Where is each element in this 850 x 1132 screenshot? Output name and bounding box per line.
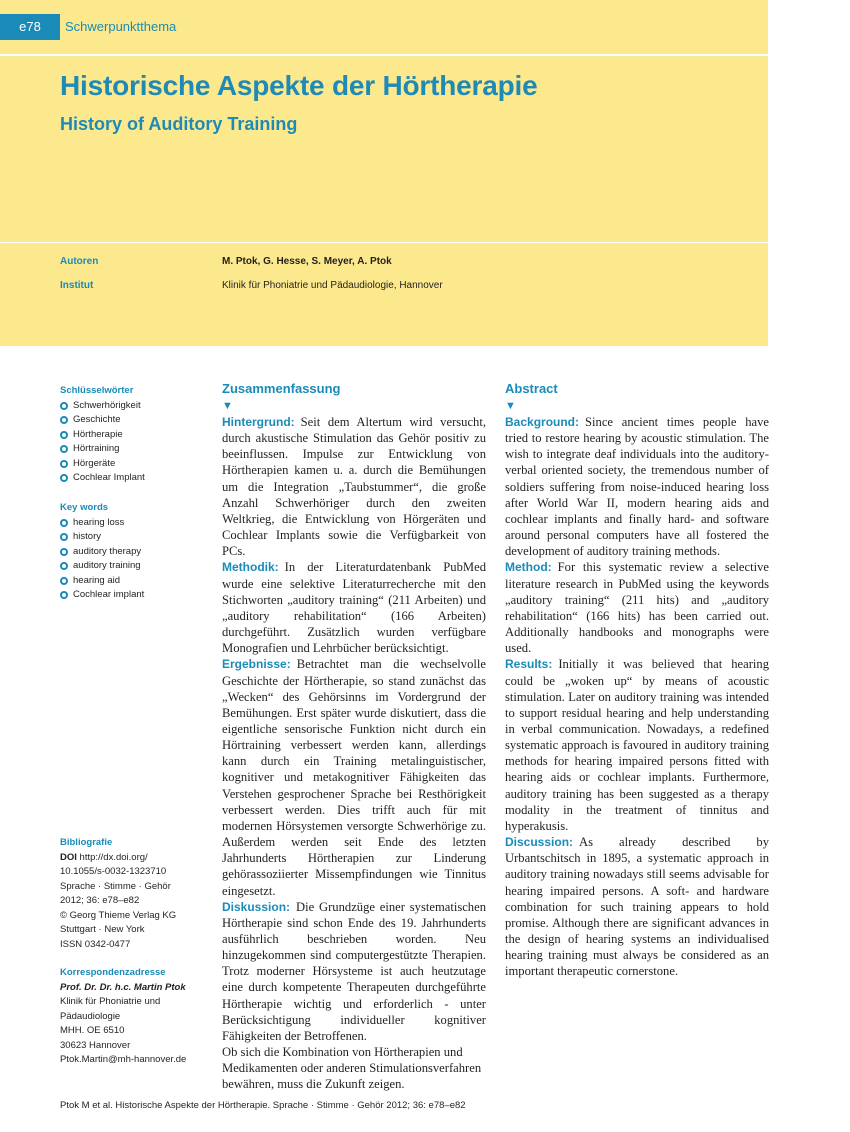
section-label: Background: (505, 415, 580, 429)
bullet-icon (60, 562, 68, 570)
abstract-section (505, 656, 769, 834)
bullet-icon (60, 474, 68, 482)
bullet-icon (60, 591, 68, 599)
bullet-icon (60, 445, 68, 453)
keyword-text: auditory training (73, 560, 141, 571)
keyword-text: auditory therapy (73, 545, 142, 557)
bullet-icon (60, 402, 68, 410)
keyword-item (60, 457, 205, 472)
bibliography-line: ISSN 0342-0477 (60, 938, 131, 950)
section-text: As already described by Urbantschitsch in 1895, a systematic approach in auditory training nowadays still seems advisable for hearing impaired persons. A soft- and hardware combination for such training appears to hold promise. Although there are significant advances in the design of hearing systems an individualised hearing training must always be considered as an important therapeutic cornerstone. (505, 835, 769, 979)
correspondence (60, 966, 205, 1068)
section-text: For this systematic review a selective literature research in PubMed using the keywords „auditory training“ (211 hits) and „auditory rehabilitation“ (166 hits) has been carried out. Additionally handbooks and monographs were used. (505, 560, 769, 656)
bibliography (60, 836, 205, 952)
section-label: Hintergrund: (222, 415, 295, 429)
abstract-closing: Ob sich die Kombination von Hörtherapien und Medikamenten oder anderen Stimulationsverfahren bewähren, muss die Zukunft zeigen. (222, 1045, 482, 1092)
correspondence-lines (60, 995, 205, 1068)
section-label: Results: (505, 657, 553, 672)
abstract-section (222, 656, 486, 898)
bibliography-doi-line (60, 851, 205, 866)
triangle-icon: ▼ (505, 400, 516, 412)
keywords-german-heading: Schlüsselwörter (60, 385, 134, 396)
keyword-text: hearing aid (73, 574, 121, 586)
keywords-german (60, 384, 205, 486)
doi-label: DOI (60, 851, 77, 863)
section-label: Methodik: (222, 560, 279, 575)
abstract-sections (222, 414, 486, 1044)
correspondence-line: MHH. OE 6510 (60, 1025, 125, 1036)
bullet-icon (60, 577, 68, 585)
correspondence-line: Pädaudiologie (60, 1010, 121, 1022)
keyword-item (60, 545, 205, 560)
abstract-german-heading: Zusammenfassung (222, 381, 341, 396)
authors-label: Autoren (60, 256, 99, 267)
doi-value: http://dx.doi.org/ (76, 851, 148, 863)
title-english: History of Auditory Training (60, 114, 298, 134)
keyword-item (60, 413, 205, 428)
abstract-section (505, 559, 769, 656)
section-text: Seit dem Altertum wird versucht, durch akustische Stimulation das Gehör positiv zu beeinflussen. Impulse zur Entwicklung von Hörtherapien kamen u. a. durch die Bemühungen um die Integration „Taubstummer“, die große Anzahl Schwerhöriger durch den zweiten Weltkrieg, die Entwicklung von Hörgeräten und Cochlear Implants sowie die Verfügbarkeit von PCs. (222, 415, 486, 559)
footer-citation: Ptok M et al. Historische Aspekte der Hörtherapie. Sprache · Stimme · Gehör 2012; 36: e78–e82 (60, 1100, 466, 1111)
keyword-item (60, 588, 205, 603)
institute-label: Institut (60, 280, 94, 291)
section-label: Discussion: (505, 835, 574, 850)
institute: Klinik für Phoniatrie und Pädaudiologie, Hannover (222, 280, 443, 291)
bullet-icon (60, 431, 68, 439)
bibliography-line: © Georg Thieme Verlag KG (60, 909, 177, 921)
section-text: Die Grundzüge einer systematischen Hörtherapie sind schon Ende des 19. Jahrhunderts ausführlich beschrieben worden. Neu hinzugekommen sind computergestützte Therapien. Trotz moderner Hörsysteme ist auch heutzutage eine durch kompetente Therapeuten durchgeführte Hörtherapie wichtig und erforderlich - unter Berücksichtigung individueller kognitiver Fähigkeiten der Betroffenen. (222, 899, 486, 1043)
bibliography-line: Sprache · Stimme · Gehör (60, 880, 171, 892)
section-text: Betrachtet man die wechselvolle Geschichte der Hörtherapie, so stand zunächst das „Wecken“ des Gehörsinns im Vordergrund der Bemühungen. Erst später wurde diskutiert, dass die eigentliche sensorische Funktion nicht durch ein Hörtraining verbessert werden kann, allerdings kann durch ein Training metalinguistischer, kognitiver und metakognitiver Fähigkeiten das Verstehen gesprochener Sprache bei Resthörigkeit verbessert werden. Dies trifft auch für mit modernen Hörsystemen versorgte Schwerhörige zu. Außerdem werden seit Ende des letzten Jahrhunderts Hörtherapien zur Linderung gehörassoziierter Missempfindungen wie Tinnitus eingesetzt. (222, 657, 486, 898)
bibliography-line: 10.1055/s-0032-1323710 (60, 866, 167, 877)
keyword-text: Cochlear Implant (73, 472, 145, 483)
keyword-text: Geschichte (73, 414, 121, 425)
abstract-english (505, 380, 769, 979)
header-band (0, 0, 768, 346)
keyword-item (60, 471, 205, 486)
section-text: Since ancient times people have tried to restore hearing by acoustic stimulation. The wish to integrate deaf individuals into the auditory-verbal oriented society, the tremendous number of soldiers suffering from noise-induced hearing loss after World War II, modern hearing aids and cochlear implants and finally hard- and software around personal computers have all fostered the development of auditory training methods. (505, 415, 769, 559)
section-text: In der Literaturdatenbank PubMed wurde eine selektive Literaturrecherche mit den Stichworten „auditory training“ (211 Arbeiten) und „auditory rehabilitation“ (166 Arbeiten) durchgeführt. Zusätzlich wurden verfügbare Monografien und Lehrbücher berücksichtigt. (222, 560, 486, 656)
keyword-item (60, 516, 205, 531)
bullet-icon (60, 533, 68, 541)
section-label: Schwerpunktthema (65, 19, 177, 34)
keywords-english (60, 501, 205, 603)
abstract-section (505, 414, 769, 559)
keyword-list (60, 516, 205, 603)
keyword-text: Hörtraining (73, 443, 120, 454)
abstract-section (505, 834, 769, 979)
triangle-icon: ▼ (222, 400, 233, 412)
abstract-sections (505, 414, 769, 979)
section-label: Method: (505, 560, 552, 575)
bibliography-heading: Bibliografie (60, 837, 113, 848)
keyword-item (60, 530, 205, 545)
title-german: Historische Aspekte der Hörtherapie (60, 70, 538, 101)
keyword-list (60, 399, 205, 486)
bullet-icon (60, 460, 68, 468)
abstract-english-heading: Abstract (505, 381, 558, 396)
keyword-text: Hörtherapie (73, 428, 123, 440)
correspondence-line: 30623 Hannover (60, 1039, 131, 1051)
keyword-text: Hörgeräte (73, 457, 116, 469)
keyword-text: history (73, 531, 101, 542)
keyword-text: Cochlear implant (73, 589, 145, 600)
bibliography-line: Stuttgart · New York (60, 924, 145, 935)
keywords-english-heading: Key words (60, 502, 109, 513)
correspondence-name: Prof. Dr. Dr. h.c. Martin Ptok (60, 981, 186, 993)
divider (0, 54, 768, 56)
abstract-german (222, 380, 486, 1093)
page-number: e78 (0, 14, 60, 40)
section-label: Ergebnisse: (222, 657, 291, 672)
correspondence-line: Ptok.Martin@mh-hannover.de (60, 1054, 187, 1065)
bullet-icon (60, 416, 68, 424)
section-label: Diskussion: (222, 899, 291, 914)
correspondence-heading: Korrespondenzadresse (60, 967, 166, 978)
bibliography-lines (60, 851, 205, 953)
keyword-item (60, 428, 205, 443)
bullet-icon (60, 548, 68, 556)
keyword-item (60, 559, 205, 574)
top-bar (0, 14, 768, 40)
divider (0, 242, 768, 243)
abstract-section (222, 899, 486, 1044)
abstract-section (222, 414, 486, 559)
keyword-text: hearing loss (73, 516, 125, 528)
bullet-icon (60, 519, 68, 527)
authors: M. Ptok, G. Hesse, S. Meyer, A. Ptok (222, 256, 392, 267)
keyword-item (60, 399, 205, 414)
bibliography-line: 2012; 36: e78–e82 (60, 895, 140, 906)
keyword-item (60, 442, 205, 457)
keyword-text: Schwerhörigkeit (73, 399, 141, 411)
keyword-item (60, 574, 205, 589)
correspondence-line: Klinik für Phoniatrie und (60, 996, 161, 1007)
section-text: Initially it was believed that hearing could be „woken up“ by means of acoustic stimulation. Later on auditory training was intended to support residual hearing and help understanding in verbal communication. Nowadays, a redefined systematic approach is favoured in auditory training methods for hearing impaired persons fitted with hearing aids or cochlear implants. Furthermore, auditory training has been suggested as a therapy modality in the treatment of tinnitus and hyperakusis. (505, 657, 769, 833)
abstract-section (222, 559, 486, 656)
